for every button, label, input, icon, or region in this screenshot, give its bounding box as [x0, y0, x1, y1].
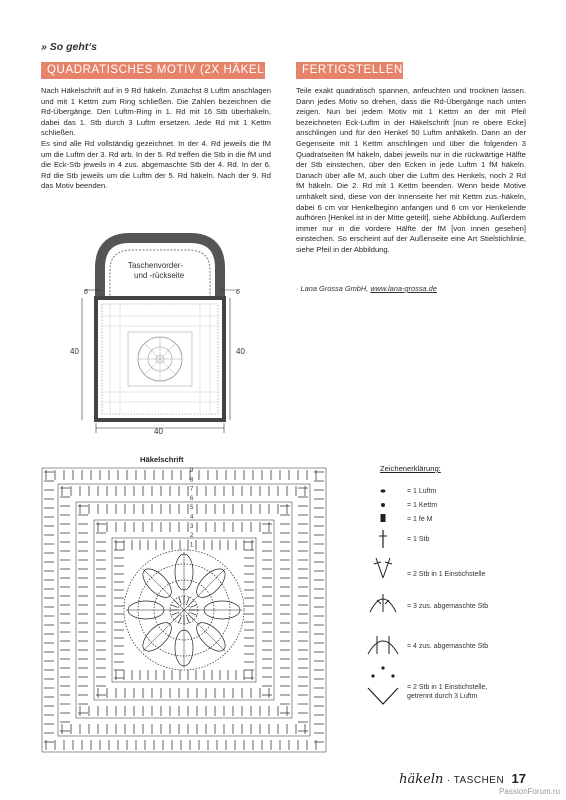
chain-icon [380, 489, 385, 492]
section-heading-finishing: FERTIGSTELLEN [296, 62, 403, 79]
center-stitch [190, 613, 196, 616]
legend-item-4dc: = 4 zus. abgemaschte Stb [407, 643, 489, 650]
round-number: 9 [190, 468, 194, 474]
center-stitch [187, 597, 190, 603]
center-stitch [190, 605, 196, 608]
round-number: 4 [190, 514, 194, 521]
center-stitch [179, 616, 182, 622]
center-stitch [171, 605, 177, 608]
page-number: 17 [511, 771, 526, 786]
slip-stitch-icon [381, 503, 385, 507]
legend-item-sc: = 1 fe M [407, 516, 433, 523]
round-number: 3 [190, 523, 194, 530]
schematic-label-1: Taschenvorder- [128, 261, 184, 270]
legend-symbols [360, 478, 420, 718]
single-crochet-icon [381, 514, 386, 522]
legend-item-sep-1: = 2 Stb in 1 Einstichstelle, [407, 684, 488, 691]
legend-item-dc: = 1 Stb [407, 536, 430, 543]
four-dc-cluster-icon [368, 636, 398, 654]
watermark: PassionForum.ru [499, 787, 560, 796]
legend-title: Zeichenerklärung: [380, 464, 441, 473]
motif-instructions [41, 86, 271, 192]
round-number: 1 [190, 542, 194, 549]
chart-title: Häkelschrift [140, 455, 184, 464]
round-number: 5 [190, 505, 194, 512]
credit-prefix: · Lana Grossa GmbH, [296, 284, 371, 293]
page-footer: häkeln · TASCHEN 17 [399, 771, 526, 787]
center-stitch [189, 600, 194, 605]
round-number: 2 [190, 533, 194, 540]
two-dc-separated-icon [368, 666, 398, 704]
center-stitch [187, 616, 190, 622]
schematic-label-2: und -rückseite [134, 271, 185, 280]
credit-line [296, 284, 437, 293]
two-dc-same-stitch-icon [374, 558, 392, 578]
footer-brand: häkeln [399, 772, 444, 787]
round-number: 8 [190, 477, 194, 484]
round-number: 6 [190, 495, 194, 502]
motif-paragraph-2: Es sind alle Rd vollständig gezeichnet. In der 4. Rd jeweils die fM um die Luftm der 3. Rd arb. In der 5. Rd treffen die Stb in die fM und die Eck-Stb jeweils in 4 zus. abgemaschte Stb der 4. Rd. In der 6. Rd die Stb jeweils um die Luftm der 5. Rd häkeln. Nach der 9. Rd das Motiv beenden. [41, 138, 271, 191]
credit-link[interactable]: www.lana-grossa.de [370, 284, 437, 293]
legend-item-sep-2: getrennt durch 3 Luftm [407, 693, 478, 700]
dim-bottom: 40 [154, 427, 163, 436]
kicker: » So geht‘s [41, 41, 98, 53]
legend-item-2dc: = 2 Stb in 1 Einstichstelle [407, 571, 486, 578]
center-stitch [174, 615, 179, 620]
finishing-instructions: Teile exakt quadratisch spannen, anfeuchten und trocknen lassen. Dann jedes Motiv so drehen, dass die Rd-Übergänge nach unten zeigen. Nun bei jedem Motiv mit 1 Kettm an der mit Pfeil bezeichneten Eck-Luftm in der Häkelschrift [nun re obere Ecke] anschlingen und für den Henkel 50 Luftm anhäkeln. Dann an der Gegenseite mit 1 Kettm anschlingen und über die folgenden 3 Quadratseiten fM häkeln, dabei jeweils nur in die rückwärtige Hälfte der Stb einstechen, über den Ecken in jede Luftm 1 fM häkeln. Danach über alle M, auch über die Luftm des Henkels, noch 2 Rd fM häkeln. Die 2. Rd mit 1 Kettm beenden. Wenn beide Motive umhäkelt sind, diese von der Innenseite her mit Kettm zus.-häkeln, dabei 6 cm vor Henkelbeginn anfangen und 6 cm vor Henkelende aufhören [Henkel ist in der Mitte geteilt], siehe Abbildung. Außerdem immer nur in die vordere Hälfte der fM [von innen gesehen] einstechen. So erscheint auf der Außenseite eine Art Stielstichlinie, siehe Pfeil in der Abbildung. [296, 86, 526, 254]
dim-handle-right: 6 [236, 289, 240, 296]
center-stitch [171, 613, 177, 616]
legend-item-3dc: = 3 zus. abgemaschte Stb [407, 603, 489, 610]
bag-schematic [70, 228, 260, 438]
motif-paragraph-1: Nach Häkelschrift auf in 9 Rd häkeln. Zunächst 8 Luftm anschlagen und mit 1 Kettm zum Ring schließen. Die Zahlen bezeichnen die Rd-Übergänge. Den Luftm-Ring in 1. Rd mit 16 Stb überhäkeln, dabei das 1. Stb durch 3 Luftm ersetzen. Jede Rd mit 1 Kettm schließen. [41, 86, 271, 138]
dim-side-left: 40 [70, 347, 79, 356]
center-stitch [179, 597, 182, 603]
center-stitch [189, 615, 194, 620]
dim-handle-left: 6 [84, 289, 88, 296]
round-number: 7 [190, 486, 194, 493]
legend-item-slip: = 1 Kettm [407, 502, 438, 509]
legend-item-chain: = 1 Luftm [407, 488, 437, 495]
section-heading-motif: QUADRATISCHES MOTIV (2X HÄKELN) [41, 62, 265, 79]
footer-section: TASCHEN [453, 775, 505, 786]
dim-side-right: 40 [236, 347, 245, 356]
center-stitch [174, 600, 179, 605]
crochet-chart [36, 462, 336, 762]
three-dc-cluster-icon [370, 594, 396, 612]
